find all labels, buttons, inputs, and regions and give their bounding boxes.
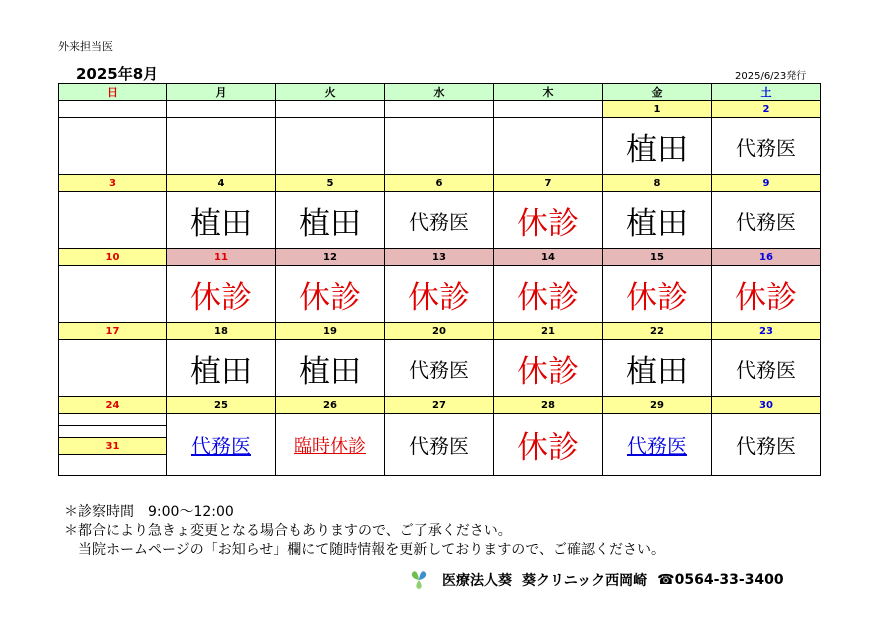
issue-date: 2025/6/23発行 [735,71,807,82]
entry-row [59,118,821,175]
date-cell: 30 [712,397,821,414]
entry-cell [59,455,167,476]
date-cell: 13 [385,249,494,266]
weekday-thu: 木 [494,84,603,101]
date-cell [167,101,276,118]
entry-cell: 代務医 [167,414,276,476]
entry-row [59,192,821,249]
entry-cell: 休診 [167,266,276,323]
date-cell: 12 [276,249,385,266]
date-cell: 26 [276,397,385,414]
entry-cell: 代務医 [385,192,494,249]
date-cell: 15 [603,249,712,266]
date-cell: 7 [494,175,603,192]
phone-number: 0564-33-3400 [674,572,784,588]
date-cell [276,101,385,118]
entry-cell: 代務医 [712,118,821,175]
date-cell: 11 [167,249,276,266]
weekday-tue: 火 [276,84,385,101]
month-title: 2025年8月 [76,65,159,83]
clinic-corp: 医療法人葵 [442,573,512,589]
date-cell: 19 [276,323,385,340]
date-cell: 6 [385,175,494,192]
weekday-wed: 水 [385,84,494,101]
entry-cell: 植田 [276,340,385,397]
date-cell: 16 [712,249,821,266]
date-cell: 24 [59,397,167,414]
entry-row [59,340,821,397]
weekday-sun: 日 [59,84,167,101]
schedule-calendar [58,83,821,476]
entry-cell [276,118,385,175]
weekday-sat: 土 [712,84,821,101]
entry-cell: 休診 [276,266,385,323]
entry-cell [167,118,276,175]
notes [64,503,665,560]
entry-cell: 休診 [494,340,603,397]
note-line: ＊診察時間 9:00～12:00 [64,504,234,520]
entry-cell: 代務医 [712,414,821,476]
entry-cell [385,118,494,175]
date-cell: 9 [712,175,821,192]
entry-cell: 代務医 [712,340,821,397]
entry-cell: 代務医 [712,192,821,249]
date-cell [385,101,494,118]
entry-cell: 休診 [385,266,494,323]
entry-cell: 植田 [167,340,276,397]
date-cell: 2 [712,101,821,118]
note-line: 当院ホームページの「お知らせ」欄にて随時情報を更新しておりますので、ご確認ください。 [64,542,666,558]
date-cell: 4 [167,175,276,192]
entry-row [59,266,821,323]
entry-cell: 休診 [494,414,603,476]
date-cell: 8 [603,175,712,192]
date-cell: 31 [59,438,167,455]
date-cell: 20 [385,323,494,340]
date-cell: 23 [712,323,821,340]
telephone-icon: ☎ [657,572,675,588]
entry-cell: 休診 [494,266,603,323]
date-cell: 27 [385,397,494,414]
date-cell: 17 [59,323,167,340]
date-cell: 3 [59,175,167,192]
date-cell [59,101,167,118]
date-cell: 22 [603,323,712,340]
date-row [59,175,821,192]
entry-cell [59,192,167,249]
entry-cell [59,118,167,175]
entry-row [59,414,821,426]
entry-cell: 代務医 [603,414,712,476]
date-cell: 18 [167,323,276,340]
date-row [59,249,821,266]
date-cell: 14 [494,249,603,266]
date-row [59,101,821,118]
date-row [59,397,821,414]
entry-cell [59,426,167,438]
entry-cell: 休診 [712,266,821,323]
entry-cell [59,266,167,323]
date-cell: 25 [167,397,276,414]
entry-cell: 臨時休診 [276,414,385,476]
entry-cell: 植田 [603,118,712,175]
weekday-mon: 月 [167,84,276,101]
clinic-footer [408,570,784,590]
entry-cell: 休診 [603,266,712,323]
date-cell [494,101,603,118]
entry-cell: 植田 [603,192,712,249]
entry-cell: 代務医 [385,340,494,397]
entry-cell: 代務医 [385,414,494,476]
date-cell: 1 [603,101,712,118]
document-label: 外来担当医 [58,40,113,53]
date-cell: 10 [59,249,167,266]
weekday-header-row [59,84,821,101]
clover-logo-icon [408,570,430,590]
entry-cell: 植田 [167,192,276,249]
weekday-fri: 金 [603,84,712,101]
entry-cell [59,414,167,426]
date-row [59,323,821,340]
entry-cell [494,118,603,175]
date-cell: 29 [603,397,712,414]
date-cell: 5 [276,175,385,192]
date-cell: 28 [494,397,603,414]
entry-cell [59,340,167,397]
date-cell: 21 [494,323,603,340]
entry-cell: 休診 [494,192,603,249]
note-line: ＊都合により急きょ変更となる場合もありますので、ご了承ください。 [64,523,512,539]
entry-cell: 植田 [276,192,385,249]
clinic-name: 葵クリニック西岡崎 [522,573,648,589]
entry-cell: 植田 [603,340,712,397]
